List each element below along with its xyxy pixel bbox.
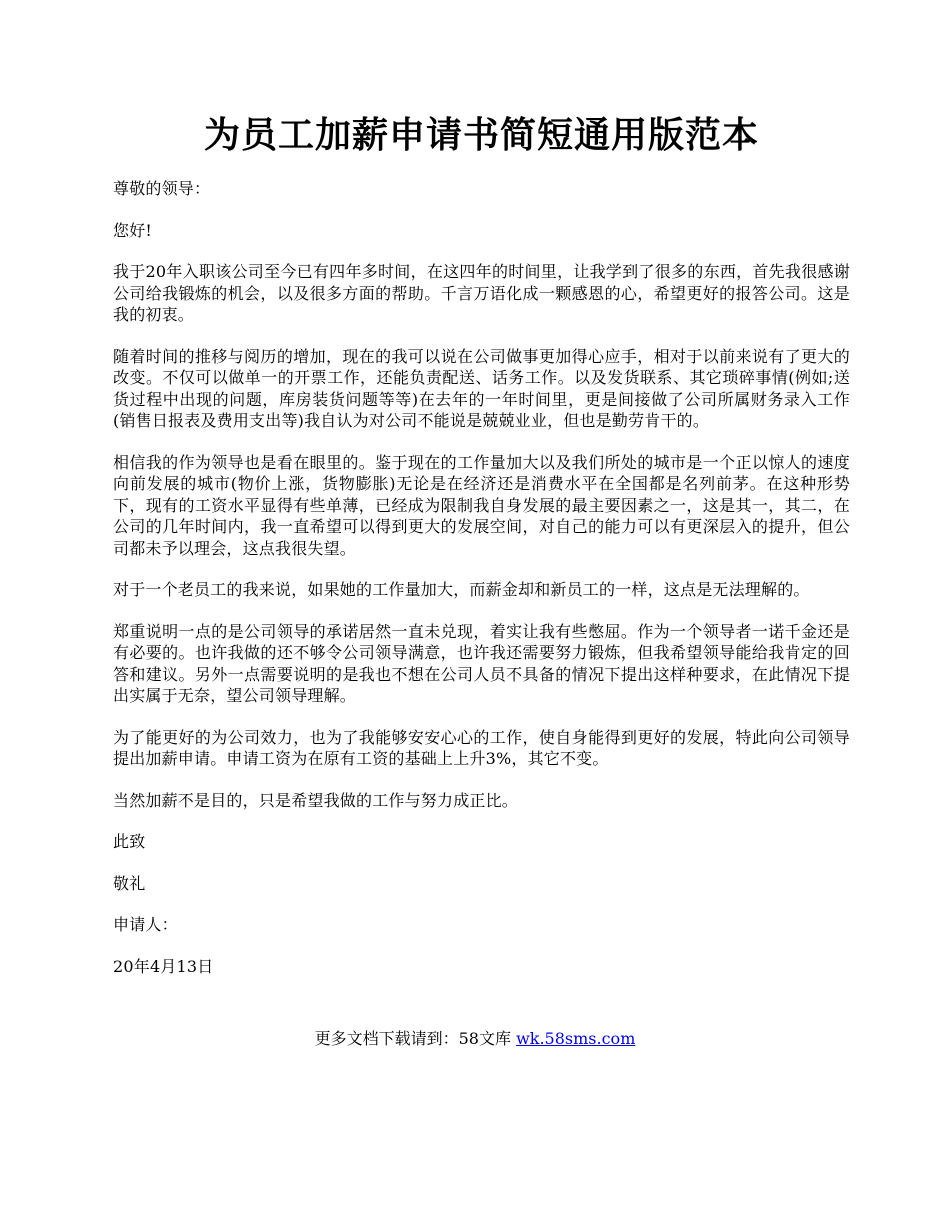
body-paragraph-1: 我于20年入职该公司至今已有四年多时间，在这四年的时间里，让我学到了很多的东西，首先我很感谢公司给我锻炼的机会，以及很多方面的帮助。千言万语化成一颗感恩的心，希望更好的报答公司。这是我的初衷。 [113, 262, 850, 324]
footer-link[interactable]: wk.58sms.com [516, 1029, 636, 1048]
body-paragraph-3: 相信我的作为领导也是看在眼里的。鉴于现在的工作量加大以及我们所处的城市是一个正以惊人的速度向前发展的城市(物价上涨，货物膨胀)无论是在经济还是消费水平在全国都是名列前茅。在这种形势下，现有的工资水平显得有些单薄，已经成为限制我自身发展的最主要因素之一，这是其一，其二，在公司的几年时间内，我一直希望可以得到更大的发展空间，对自己的能力可以有更深层入的提升，但公司都未予以理会，这点我很失望。 [113, 452, 850, 558]
document-title: 为员工加薪申请书简短通用版范本 [203, 115, 759, 156]
letter-date: 20年4月13日 [113, 956, 214, 976]
body-paragraph-4: 对于一个老员工的我来说，如果她的工作量加大，而薪金却和新员工的一样，这点是无法理解的。 [113, 580, 810, 599]
body-paragraph-5: 郑重说明一点的是公司领导的承诺居然一直未兑现，着实让我有些憋屈。作为一个领导者一诺千金还是有必要的。也许我做的还不够令公司领导满意，也许我还需要努力锻炼，但我希望领导能给我肯定的回答和建议。另外一点需要说明的是我也不想在公司人员不具备的情况下提出这样种要求，在此情况下提出实属于无奈，望公司领导理解。 [113, 621, 850, 705]
body-paragraph-2: 随着时间的推移与阅历的增加，现在的我可以说在公司做事更加得心应手，相对于以前来说有了更大的改变。不仅可以做单一的开票工作，还能负责配送、话务工作。以及发货联系、其它琐碎事情(例如;送货过程中出现的问题，库房装货问题等等)在去年的一年时间里，更是间接做了公司所属财务录入工作(销售日报表及费用支出等)我自认为对公司不能说是兢兢业业，但也是勤劳肯干的。 [113, 346, 850, 430]
salutation: 尊敬的领导： [113, 179, 211, 198]
applicant-label: 申请人： [113, 915, 178, 934]
body-paragraph-7: 当然加薪不是目的，只是希望我做的工作与努力成正比。 [113, 790, 519, 810]
closing-line-2: 敬礼 [113, 873, 146, 893]
download-footer [0, 1028, 950, 1050]
greeting: 您好! [113, 220, 153, 240]
footer-text: 更多文档下载请到：58文库 [314, 1029, 517, 1048]
body-paragraph-6: 为了能更好的为公司效力，也为了我能够安安心心的工作，使自身能得到更好的发展，特此向公司领导提出加薪申请。申请工资为在原有工资的基础上上升3%，其它不变。 [113, 727, 850, 768]
document-page [113, 108, 850, 977]
closing-line-1: 此致 [113, 832, 146, 851]
